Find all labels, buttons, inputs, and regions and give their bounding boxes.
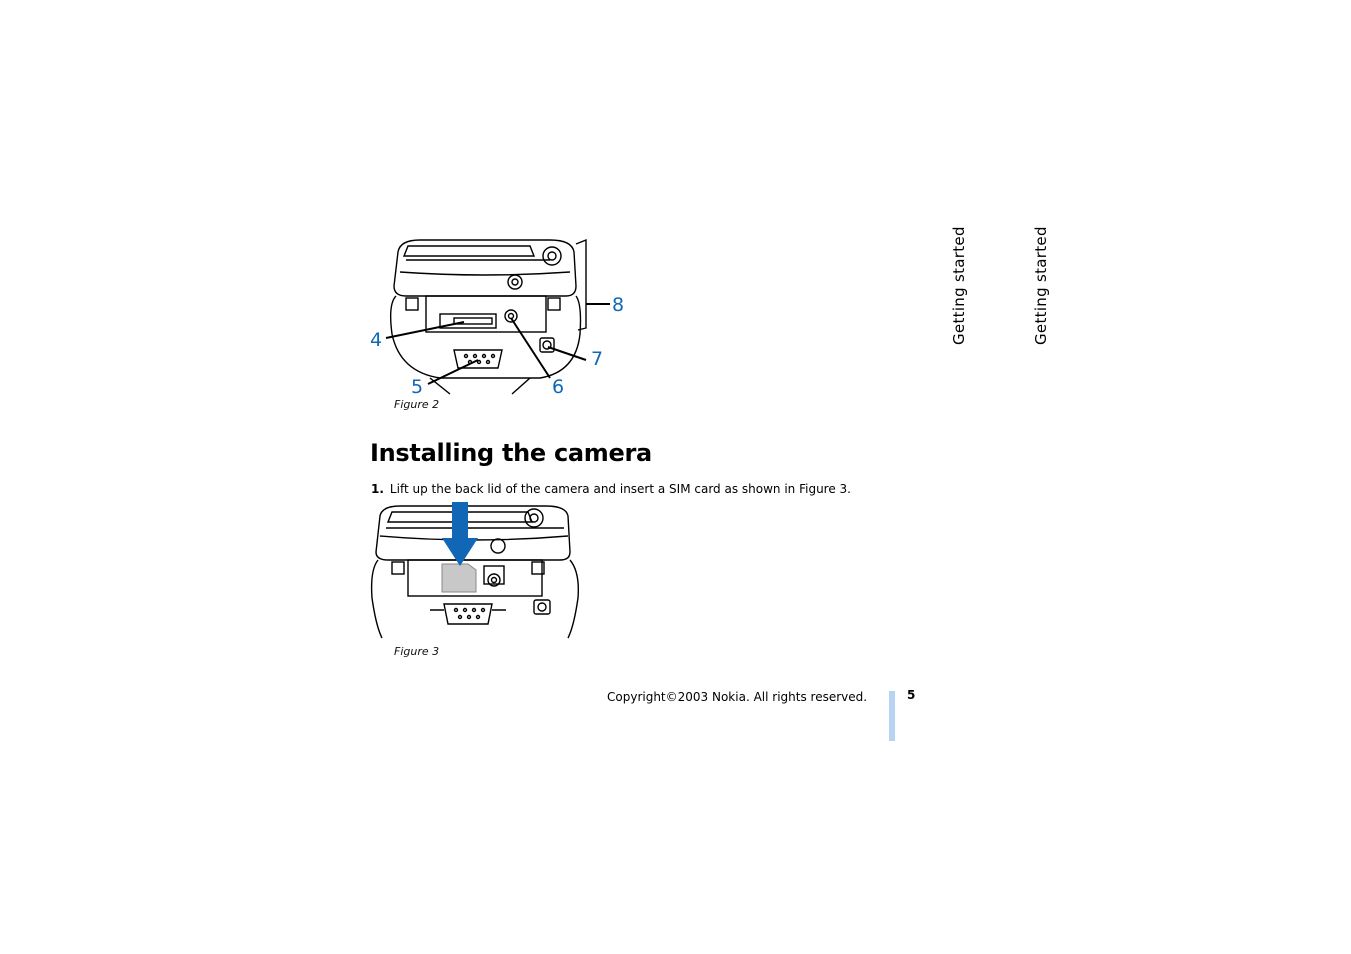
callout-7: 7 <box>591 348 604 370</box>
step-text: Lift up the back lid of the camera and insert a SIM card as shown in Figure 3. <box>389 482 851 496</box>
figure-2-camera-illustration <box>380 234 610 396</box>
section-heading: Installing the camera <box>370 439 652 467</box>
step-number: 1. <box>371 482 384 496</box>
callout-4: 4 <box>370 329 383 351</box>
callout-6: 6 <box>552 376 565 398</box>
page-number: 5 <box>907 688 916 702</box>
callout-8: 8 <box>612 294 625 316</box>
callout-5: 5 <box>411 376 424 398</box>
side-tab-getting-started-1: Getting started <box>950 226 968 345</box>
page-marker-bar <box>889 691 895 741</box>
step-1 <box>371 482 851 496</box>
figure-3-caption: Figure 3 <box>394 645 440 658</box>
copyright-notice: Copyright©2003 Nokia. All rights reserved. <box>607 690 868 704</box>
side-tab-getting-started-2: Getting started <box>1032 226 1050 345</box>
figure-2-caption: Figure 2 <box>394 398 440 411</box>
figure-3-sim-illustration <box>368 500 582 640</box>
